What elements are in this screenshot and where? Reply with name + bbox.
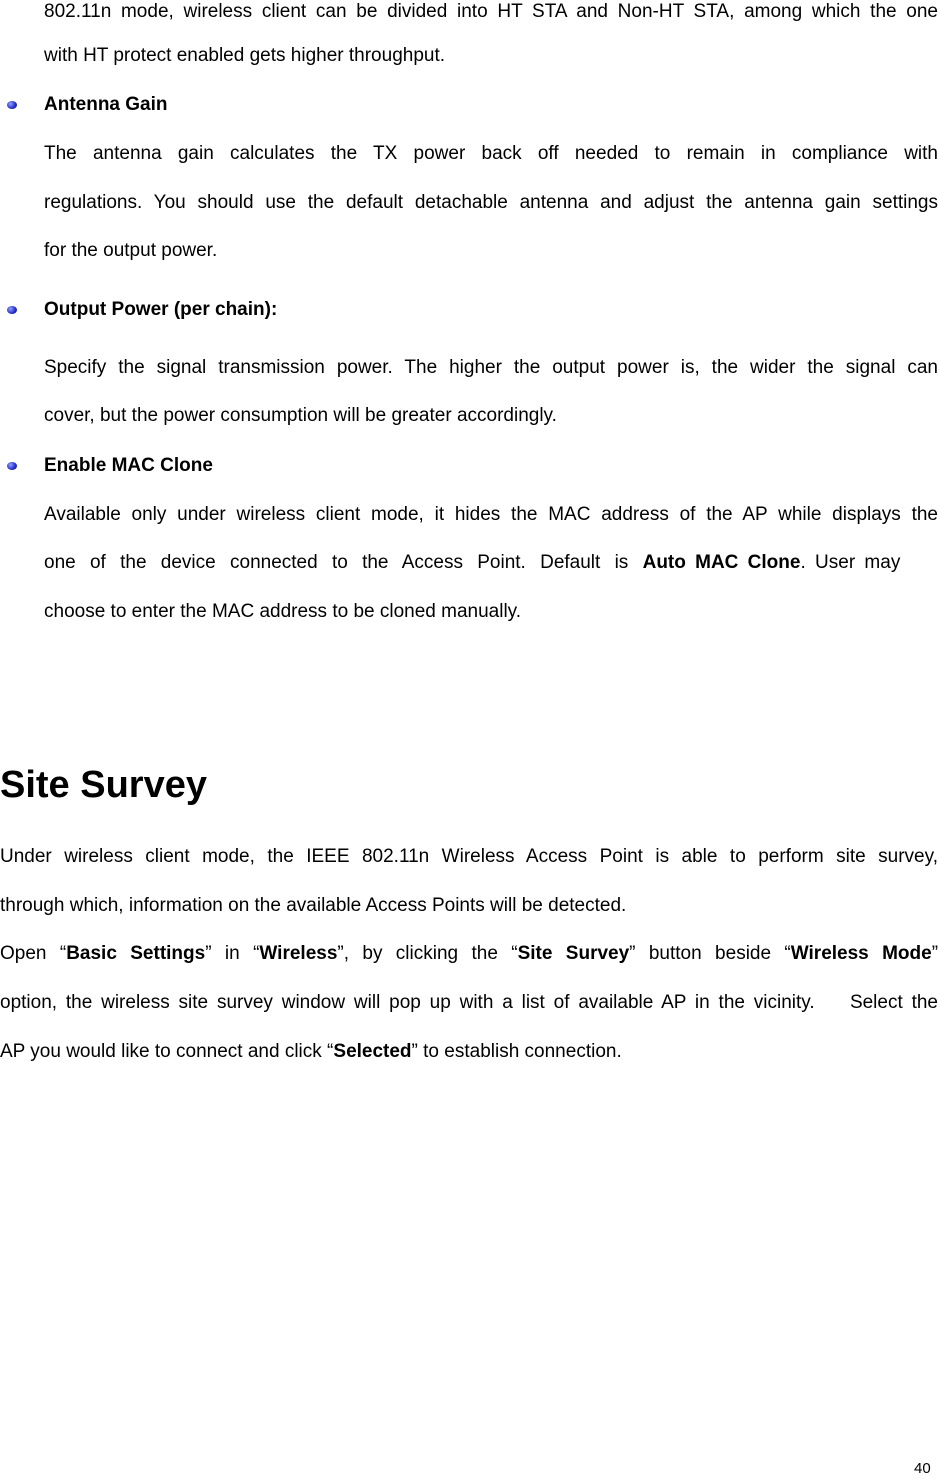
p2-line3-text-b: ” to establish connection. [411, 1041, 622, 1062]
mac-clone-line-3: choose to enter the MAC address to be cloned manually. [44, 601, 522, 622]
round-bullet-icon [7, 101, 17, 109]
mac-clone-heading: Enable MAC Clone [44, 455, 213, 476]
selected-button-label: Selected [333, 1041, 412, 1062]
p2-line3-text-a: AP you would like to connect and click “ [0, 1041, 334, 1062]
intro-line-2: with HT protect enabled gets higher throughput. [44, 45, 446, 66]
mac-clone-line-2 [44, 551, 938, 575]
output-power-line-1: Specify the signal transmission power. The higher the output power is, the wider the signal can [44, 357, 938, 378]
wireless-mode-label: Wireless Mode [790, 943, 932, 964]
site-survey-p1-line-2: through which, information on the available Access Points will be detected. [0, 895, 627, 916]
page-number: 40 [914, 1460, 931, 1477]
mac-clone-line-2-text-a: one of the device connected to the Access Point. Default is [44, 552, 643, 573]
mac-clone-default-value: Auto MAC Clone [642, 552, 801, 573]
p2-close-quote: ” [931, 943, 938, 964]
p2-open-text: Open “ [0, 943, 67, 964]
mac-clone-line-1: Available only under wireless client mode, it hides the MAC address of the AP while displays the [44, 504, 938, 525]
round-bullet-icon [7, 306, 17, 314]
antenna-gain-heading: Antenna Gain [44, 94, 168, 115]
output-power-line-2: cover, but the power consumption will be greater accordingly. [44, 405, 557, 426]
antenna-gain-line-1: The antenna gain calculates the TX power back off needed to remain in compliance with [44, 143, 938, 164]
site-survey-p1-line-1: Under wireless client mode, the IEEE 802.11n Wireless Access Point is able to perform site survey, [0, 846, 938, 867]
site-survey-p2-line-2: option, the wireless site survey window will pop up with a list of available AP in the vicinity. Select the [0, 992, 938, 1013]
antenna-gain-line-2: regulations. You should use the default detachable antenna and adjust the antenna gain settings [44, 192, 938, 213]
output-power-heading: Output Power (per chain): [44, 299, 278, 320]
site-survey-p2-line-1 [0, 942, 938, 966]
site-survey-button-label: Site Survey [517, 943, 630, 964]
round-bullet-icon [7, 462, 17, 470]
basic-settings-label: Basic Settings [66, 943, 206, 964]
p2-by-text: ”, by clicking the “ [337, 943, 518, 964]
wireless-label: Wireless [259, 943, 338, 964]
antenna-gain-line-3: for the output power. [44, 240, 218, 261]
mac-clone-line-2-text-b: . User may [800, 552, 901, 573]
intro-line-1: 802.11n mode, wireless client can be divided into HT STA and Non-HT STA, among which the one [44, 1, 938, 22]
site-survey-p2-line-3 [0, 1040, 622, 1064]
p2-beside-text: ” button beside “ [629, 943, 791, 964]
site-survey-heading: Site Survey [0, 764, 207, 806]
p2-in-text: ” in “ [205, 943, 260, 964]
